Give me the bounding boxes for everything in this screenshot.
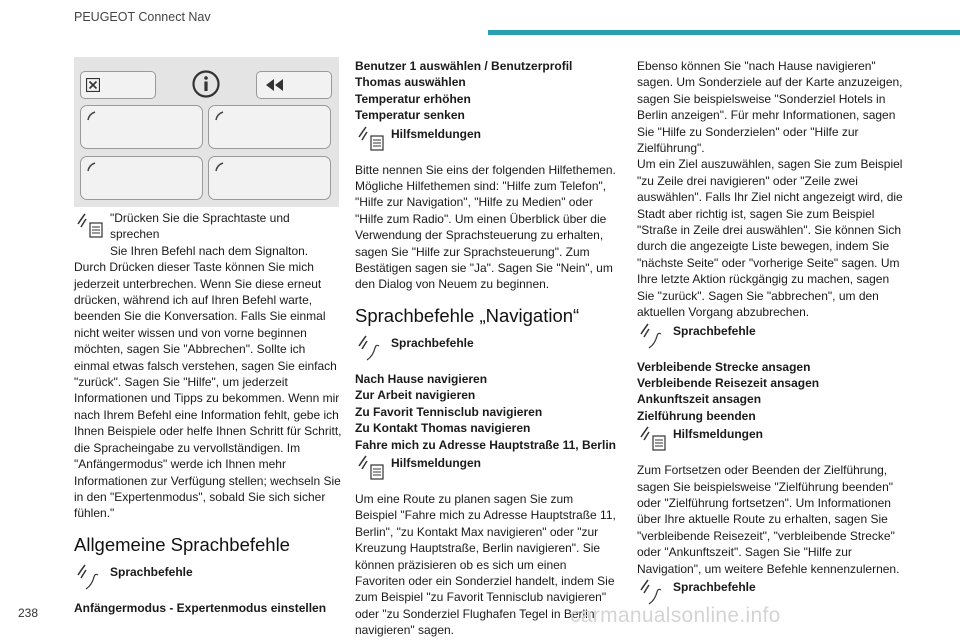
help-label-block	[355, 455, 617, 485]
command-temp-up: Temperatur erhöhen	[355, 91, 471, 106]
close-button	[80, 71, 156, 99]
voice-commands-label: Sprachbefehle	[673, 579, 756, 594]
column-2	[355, 58, 617, 639]
back-button	[256, 71, 332, 99]
voice-command-icon	[637, 322, 669, 352]
voice-command-icon	[355, 334, 387, 364]
voice-commands-label-block	[355, 335, 617, 365]
header-accent-bar	[488, 30, 960, 35]
command-remaining-time: Verbleibende Reisezeit ansagen	[637, 375, 820, 390]
help-message-icon	[637, 425, 669, 455]
suggestion-tile-2	[208, 105, 331, 149]
command-expert-mode: Anfängermodus - Expertenmodus einstellen	[74, 600, 327, 615]
page-number: 238	[18, 606, 39, 620]
voice-help-screen-illustration	[74, 57, 339, 207]
phone-icon	[215, 111, 225, 121]
intro-line-2: Sie Ihren Befehl nach dem Signalton. Durch Drücken dieser Taste können Sie mich jederzeit unterbrechen. Wenn Sie diese erneut drücken, während ich auf Ihren Befehl warte, beenden Sie die Konversation. Falls Sie einmal nicht weiter wissen und von vorne beginnen möchten, sagen Sie "Abbrechen". Sollte ich einmal etwas falsch verstehen, sagen Sie einfach "zurück". Sagen Sie "Hilfe", um jederzeit Informationen und Tipps zu bekommen. Wenn mir nach Ihrem Befehl eine Information fehlt, gebe ich Ihnen Beispiele oder helfe Ihnen Schritt für Schritt, die Spracheingabe zu vervollständigen. Im "Anfängermodus" werde ich Ihnen mehr Informationen zur Verfügung stellen; wechseln Sie in den "Expertenmodus", sobald Sie sich sicher fühlen."	[74, 243, 342, 521]
command-stop-guidance: Zielführung beenden	[637, 408, 756, 423]
section-heading-navigation: Sprachbefehle „Navigation“	[355, 304, 580, 326]
help-message-icon	[355, 125, 387, 155]
command-work: Zur Arbeit navigieren	[355, 388, 476, 403]
phone-icon	[215, 162, 225, 172]
command-contact: Zu Kontakt Thomas navigieren	[355, 421, 531, 436]
suggestion-tile-4	[208, 156, 331, 200]
command-arrival-time: Ankunftszeit ansagen	[637, 392, 762, 407]
nav-text-2: Um ein Ziel auszuwählen, sagen Sie zum Beispiel "zu Zeile drei navigieren" oder "Zeile zwei auswählen". Falls Ihr Ziel nicht angezeigt wird, die Stadt aber richtig ist, sagen Sie zum Beispiel "Straße in Zeile drei auswählen". Sie können Sich durch die angezeigte Liste bewegen, indem Sie "nächste Seite" oder "vorherige Seite" sagen. Um Ihre letzte Aktion rückgängig zu machen, sagen Sie "zurück". Sagen Sie "abbrechen", um den aktuellen Vorgang abzubrechen.	[637, 157, 903, 320]
command-temp-down: Temperatur senken	[355, 108, 465, 123]
help-label: Hilfsmeldungen	[673, 427, 764, 442]
suggestion-tile-3	[80, 156, 203, 200]
help-label: Hilfsmeldungen	[391, 455, 482, 470]
column-1	[74, 210, 342, 616]
voice-command-icon	[74, 563, 106, 593]
command-home: Nach Hause navigieren	[355, 371, 488, 386]
help-label-block	[637, 426, 903, 456]
close-icon	[86, 78, 100, 92]
suggestion-tile-1	[80, 105, 203, 149]
watermark: carmanualsonline.info	[570, 604, 781, 627]
running-header: PEUGEOT Connect Nav	[74, 10, 211, 24]
section-heading-general: Allgemeine Sprachbefehle	[74, 533, 290, 555]
command-remaining-distance: Verbleibende Strecke ansagen	[637, 359, 811, 374]
intro-line-1: "Drücken Sie die Sprachtaste und sprechen	[110, 211, 290, 242]
help-label-block	[355, 126, 617, 156]
command-favorite: Zu Favorit Tennisclub navigieren	[355, 404, 543, 419]
help-label: Hilfsmeldungen	[391, 126, 482, 141]
help-message-icon	[355, 454, 387, 484]
command-select-user: Benutzer 1 auswählen / Benutzerprofil Thomas auswählen	[355, 59, 573, 90]
voice-help-icon	[74, 212, 106, 242]
help-text-navigation: Um eine Route zu planen sagen Sie zum Beispiel "Fahre mich zu Adresse Hauptstraße 11, Berlin", "zu Kontakt Max navigieren" oder "zur Kreuzung Hauptstraße, Berlin navigieren". Sie können präzisieren ob es sich um einen Favoriten oder ein Sonderziel handelt, indem Sie zum Beispiel "zu Favorit Tennisclub navigieren" oder "zu Sonderziel Flughafen Tegel in Berlin navigieren" sagen.	[355, 491, 616, 638]
info-icon	[192, 70, 220, 98]
voice-commands-label: Sprachbefehle	[673, 323, 756, 338]
phone-icon	[87, 111, 97, 121]
back-icon	[266, 79, 284, 91]
help-text-general: Bitte nennen Sie eins der folgenden Hilfethemen. Mögliche Hilfethemen sind: "Hilfe zum Telefon", "Hilfe zur Navigation", "Hilfe zu Medien" oder "Hilfe zum Radio". Um einen Überblick über die Verwendung der Sprachsteuerung zu erhalten, sagen Sie "Hilfe zur Sprachsteuerung". Zum Bestätigen sagen sie "Ja". Sagen Sie "Nein", um den Dialog von Neuem zu beginnen.	[355, 162, 616, 292]
voice-commands-label-block	[637, 323, 903, 353]
command-address: Fahre mich zu Adresse Hauptstraße 11, Berlin	[355, 437, 616, 452]
phone-icon	[87, 162, 97, 172]
voice-commands-label: Sprachbefehle	[110, 564, 193, 579]
voice-commands-label-block	[74, 564, 342, 594]
help-text-guidance: Zum Fortsetzen oder Beenden der Zielführung, sagen Sie beispielsweise "Zielführung beenden" oder "Zielführung fortsetzen". Um Informationen über Ihre aktuelle Route zu erhalten, sagen Sie "verbleibende Reisezeit", "verbleibende Strecke" oder "Ankunftszeit". Sagen Sie "Hilfe zur Navigation", um weitere Befehle kennenzulernen.	[637, 463, 900, 576]
column-3	[637, 58, 903, 615]
voice-commands-label: Sprachbefehle	[391, 335, 474, 350]
intro-block	[74, 210, 342, 522]
nav-text-1: Ebenso können Sie "nach Hause navigieren" sagen. Um Sonderziele auf der Karte anzuzeigen, sagen Sie beispielsweise "Sonderziel Hotels in Berlin anzeigen". Für mehr Informationen, sagen Sie "Hilfe zu Sonderzielen" oder "Hilfe zur Zielführung".	[637, 59, 903, 156]
